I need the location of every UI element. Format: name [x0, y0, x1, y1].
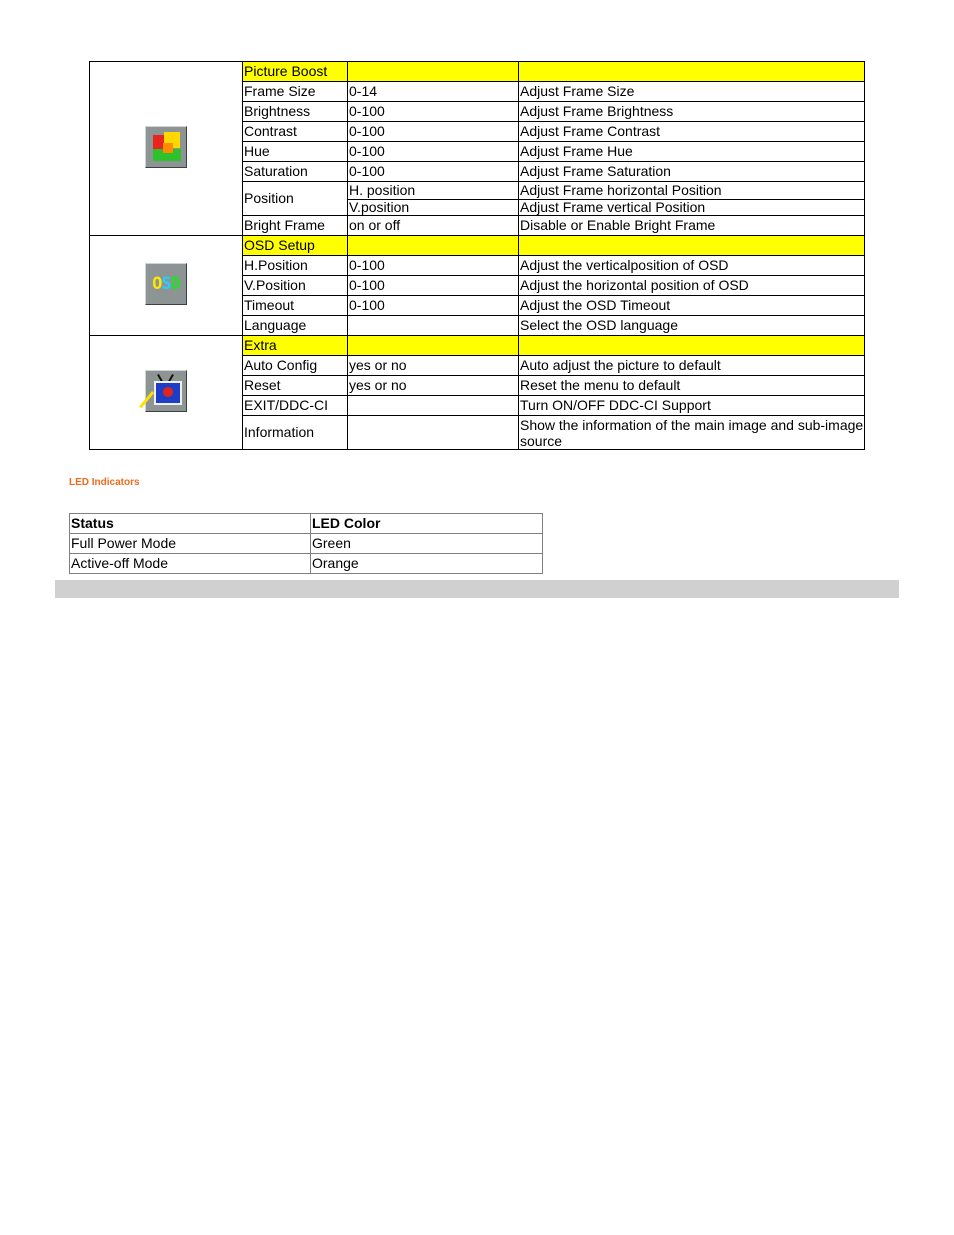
item-range: H. position: [348, 182, 519, 200]
status-cell: Active-off Mode: [70, 554, 311, 574]
item-name: Frame Size: [243, 82, 348, 102]
osd-setup-icon-cell: [90, 236, 243, 336]
item-description: Adjust Frame vertical Position: [519, 200, 865, 216]
item-range: yes or no: [348, 356, 519, 376]
led-indicator-table: [69, 513, 543, 574]
item-name: Timeout: [243, 296, 348, 316]
item-range: [348, 316, 519, 336]
section-title: Extra: [243, 336, 348, 356]
led-indicators-heading: LED Indicators: [69, 477, 140, 488]
item-range: 0-100: [348, 276, 519, 296]
item-name: V.Position: [243, 276, 348, 296]
item-name: Saturation: [243, 162, 348, 182]
item-name: Language: [243, 316, 348, 336]
section-header-extra: [90, 336, 865, 356]
item-range: [348, 416, 519, 450]
extra-icon-cell: [90, 336, 243, 450]
status-header: Status: [70, 514, 311, 534]
item-range: 0-100: [348, 296, 519, 316]
section-header-osd-setup: [90, 236, 865, 256]
section-title: Picture Boost: [243, 62, 348, 82]
item-description: Adjust the horizontal position of OSD: [519, 276, 865, 296]
item-name: Position: [243, 182, 348, 216]
item-description: Adjust Frame Saturation: [519, 162, 865, 182]
item-description: Adjust Frame Size: [519, 82, 865, 102]
led-color-cell: Green: [311, 534, 543, 554]
table-header-row: [70, 514, 543, 534]
section-title: OSD Setup: [243, 236, 348, 256]
picture-boost-icon: [145, 126, 187, 168]
item-range: 0-100: [348, 142, 519, 162]
picture-boost-icon-cell: [90, 62, 243, 236]
item-range: 0-14: [348, 82, 519, 102]
item-range: 0-100: [348, 102, 519, 122]
osd-setup-icon: O S D: [145, 263, 187, 305]
item-description: Disable or Enable Bright Frame: [519, 216, 865, 236]
item-name: EXIT/DDC-CI: [243, 396, 348, 416]
item-description: Turn ON/OFF DDC-CI Support: [519, 396, 865, 416]
item-range: [348, 396, 519, 416]
item-name: H.Position: [243, 256, 348, 276]
item-description: Adjust the OSD Timeout: [519, 296, 865, 316]
table-row: [70, 534, 543, 554]
item-range: on or off: [348, 216, 519, 236]
section-divider-bar: [55, 580, 899, 598]
item-description: Select the OSD language: [519, 316, 865, 336]
item-range: 0-100: [348, 256, 519, 276]
item-name: Auto Config: [243, 356, 348, 376]
item-name: Contrast: [243, 122, 348, 142]
item-description: Auto adjust the picture to default: [519, 356, 865, 376]
extra-icon: [145, 370, 187, 412]
item-description: Adjust Frame Brightness: [519, 102, 865, 122]
item-description: Reset the menu to default: [519, 376, 865, 396]
item-description: Adjust the verticalposition of OSD: [519, 256, 865, 276]
item-description: Adjust Frame horizontal Position: [519, 182, 865, 200]
item-range: yes or no: [348, 376, 519, 396]
item-range: V.position: [348, 200, 519, 216]
section-header-picture-boost: [90, 62, 865, 82]
status-cell: Full Power Mode: [70, 534, 311, 554]
led-color-cell: Orange: [311, 554, 543, 574]
item-name: Brightness: [243, 102, 348, 122]
table-row: [70, 554, 543, 574]
item-description: Adjust Frame Contrast: [519, 122, 865, 142]
item-range: 0-100: [348, 122, 519, 142]
led-color-header: LED Color: [311, 514, 543, 534]
osd-menu-table: [89, 61, 865, 450]
item-range: 0-100: [348, 162, 519, 182]
item-name: Reset: [243, 376, 348, 396]
item-name: Hue: [243, 142, 348, 162]
item-description: Show the information of the main image and sub-image source: [520, 416, 864, 449]
item-description: Adjust Frame Hue: [519, 142, 865, 162]
item-name: Bright Frame: [243, 216, 348, 236]
item-name: Information: [243, 416, 348, 450]
